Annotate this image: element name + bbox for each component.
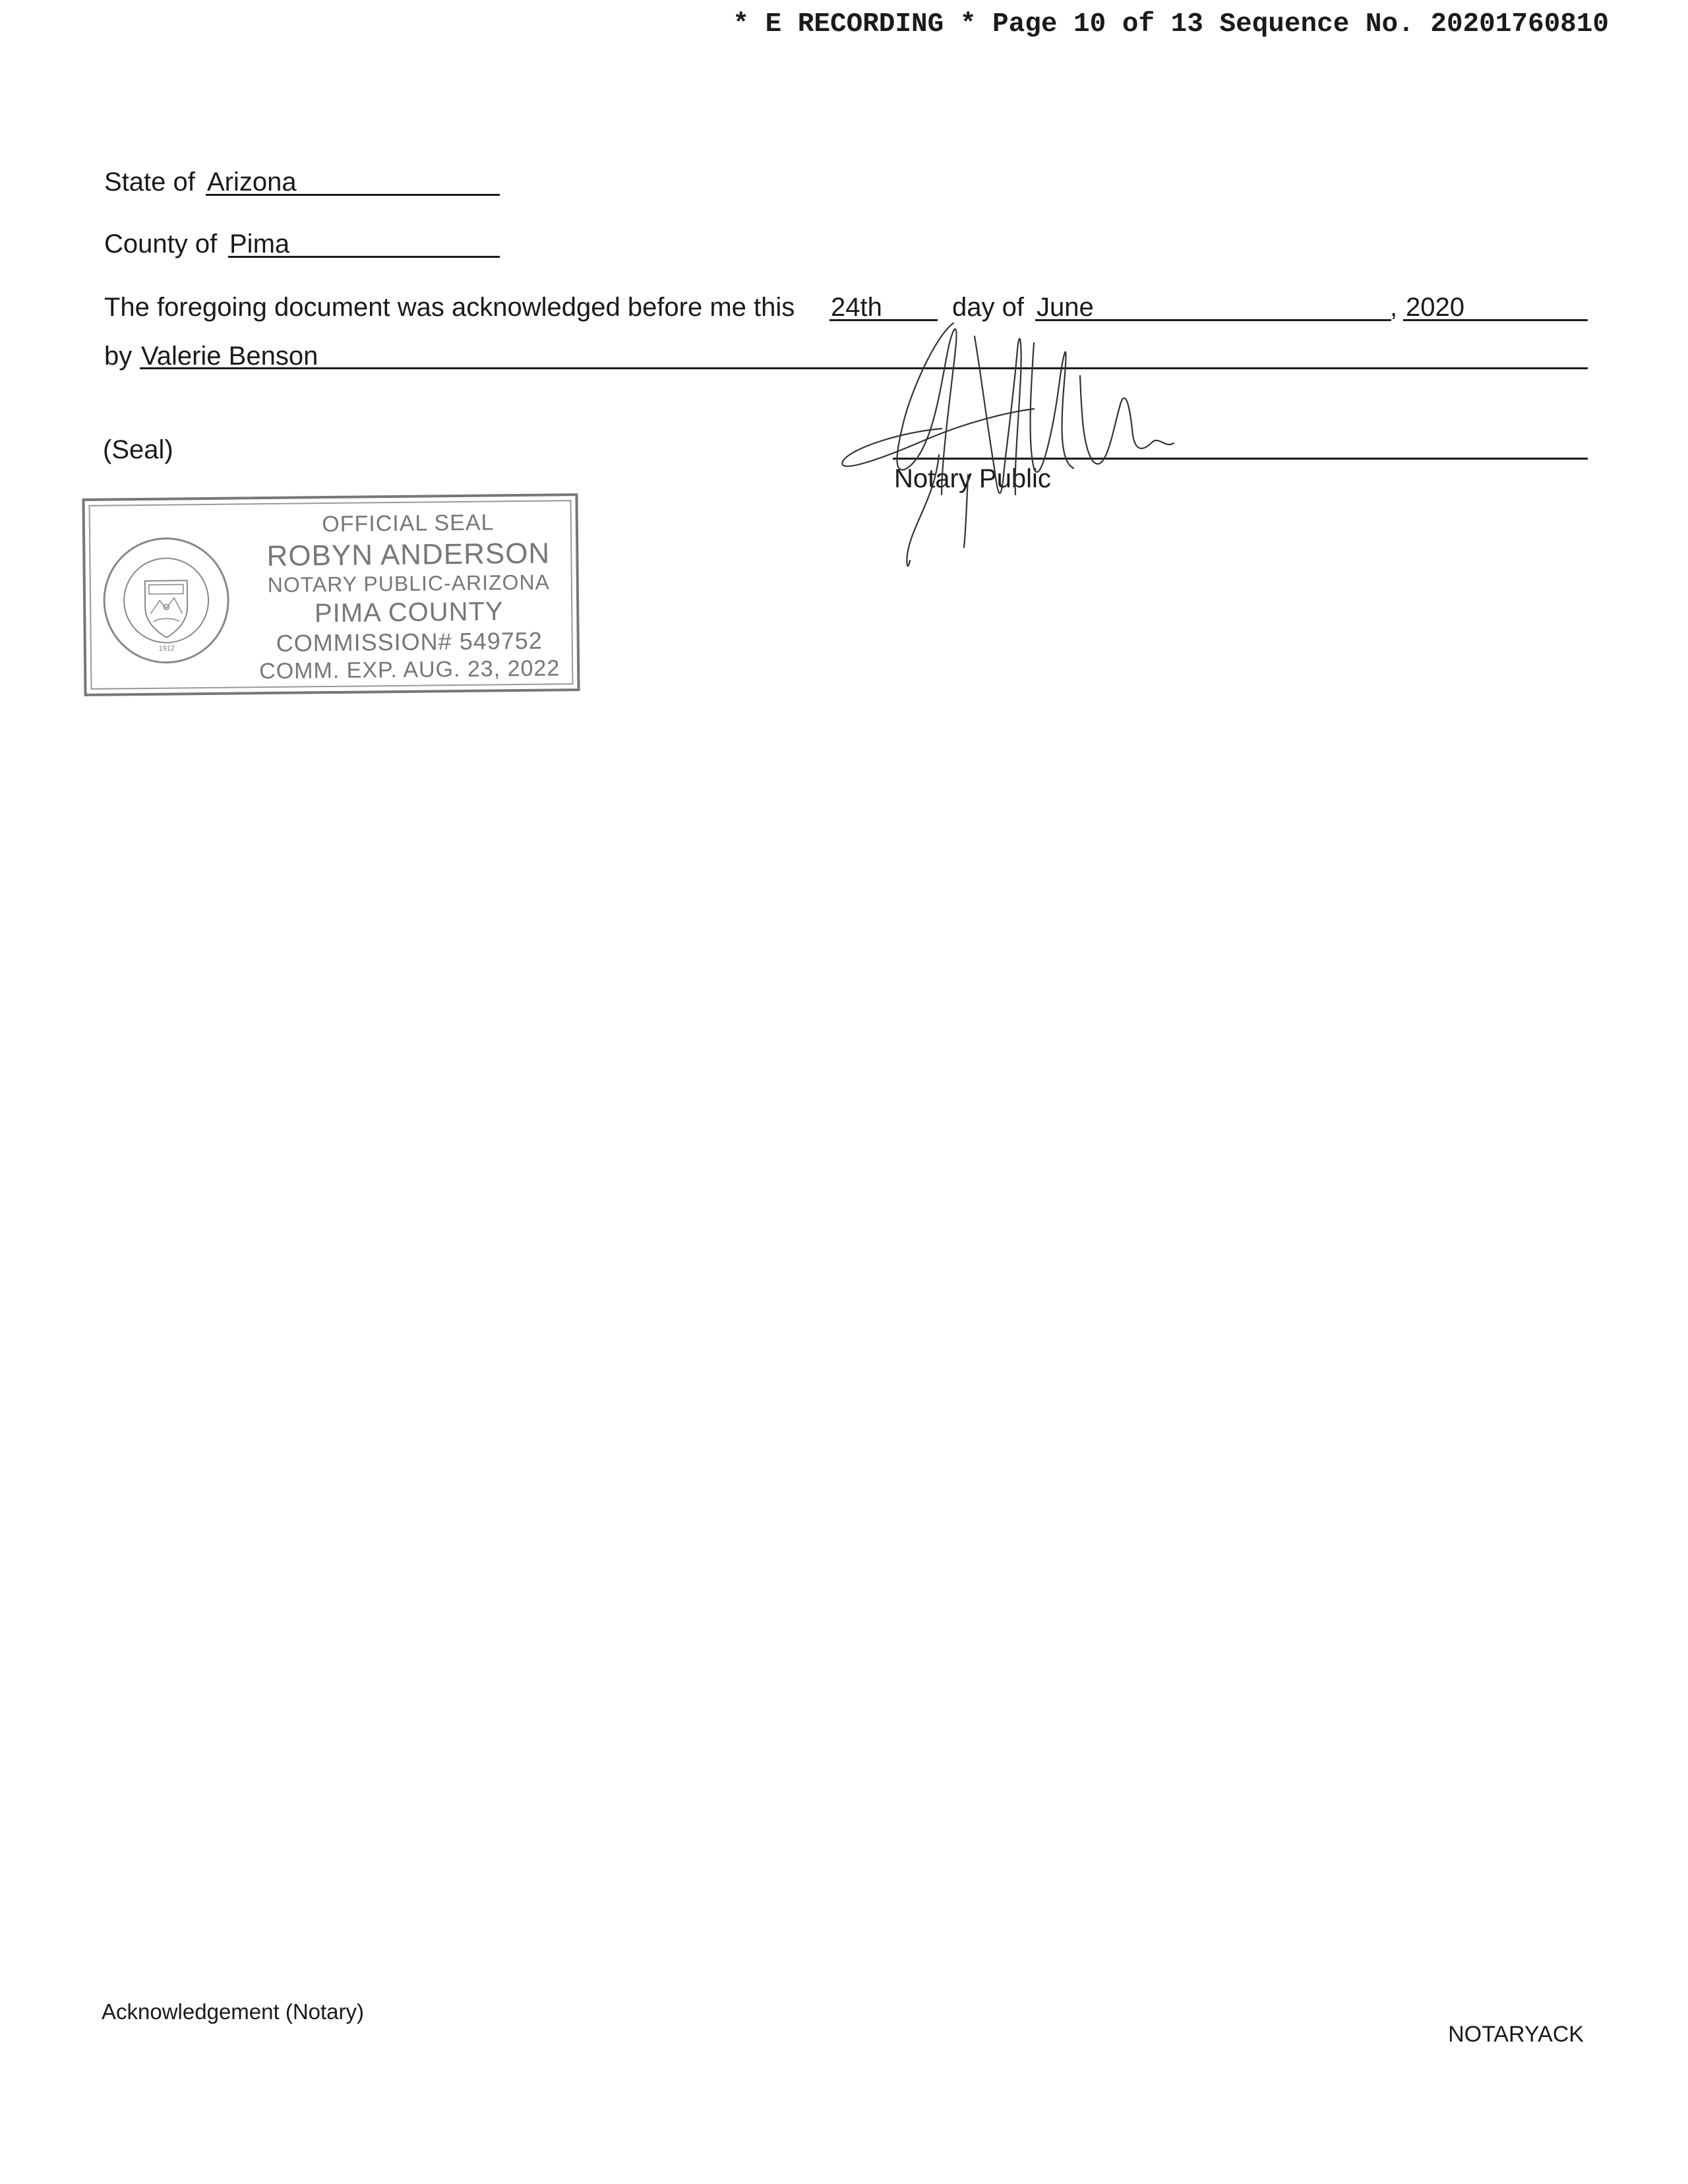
by-label: by bbox=[104, 342, 133, 371]
state-value: Arizona bbox=[207, 167, 297, 197]
stamp-line-county: PIMA COUNTY bbox=[314, 597, 504, 628]
ack-text: The foregoing document was acknowledged before me this bbox=[104, 293, 795, 322]
recording-header: * E RECORDING * Page 10 of 13 Sequence No. 20201760810 bbox=[733, 9, 1609, 40]
notary-public-label: Notary Public bbox=[894, 464, 1051, 493]
official-seal-stamp bbox=[82, 493, 580, 696]
notary-signature bbox=[836, 297, 1205, 587]
county-label: County of bbox=[104, 229, 218, 258]
stamp-line-expiration: COMM. EXP. AUG. 23, 2022 bbox=[258, 655, 560, 684]
comma: , bbox=[1390, 293, 1398, 322]
state-label: State of bbox=[104, 167, 195, 197]
month-value: June bbox=[1037, 293, 1094, 322]
day-value: 24th bbox=[831, 293, 882, 322]
stamp-line-official-seal: OFFICIAL SEAL bbox=[322, 510, 495, 537]
svg-text:1912: 1912 bbox=[158, 644, 175, 653]
footer-form-title: Acknowledgement (Notary) bbox=[102, 1999, 364, 2024]
footer-form-code: NOTARYACK bbox=[1448, 2022, 1584, 2047]
by-value: Valerie Benson bbox=[141, 342, 318, 371]
stamp-line-notary-name: ROBYN ANDERSON bbox=[266, 537, 551, 573]
stamp-line-notary-public: NOTARY PUBLIC-ARIZONA bbox=[267, 570, 551, 597]
year-value: 2020 bbox=[1406, 293, 1464, 322]
arizona-seal-emblem bbox=[100, 534, 233, 667]
county-value: Pima bbox=[229, 229, 290, 258]
seal-label: (Seal) bbox=[103, 435, 173, 464]
day-of-label: day of bbox=[952, 293, 1024, 322]
stamp-line-commission: COMMISSION# 549752 bbox=[276, 626, 543, 657]
